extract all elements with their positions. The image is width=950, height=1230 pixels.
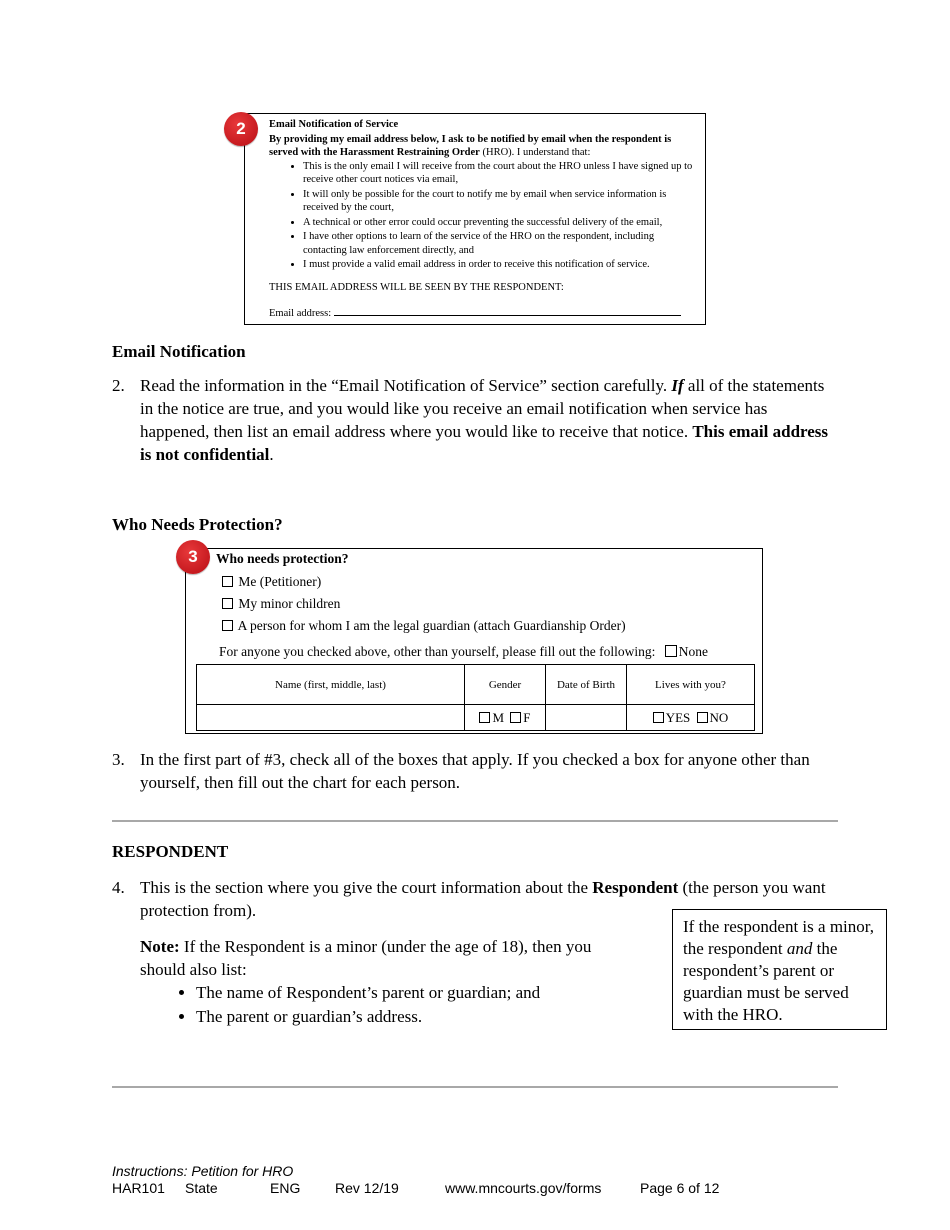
instruction-text-part: Read the information in the “Email Notification of Service” section carefully. — [140, 376, 672, 395]
checkbox-icon[interactable] — [653, 712, 664, 723]
checkbox-none-icon[interactable] — [665, 645, 677, 657]
list-item: • The parent or guardian’s address. — [196, 1005, 676, 1029]
list-item: • The name of Respondent’s parent or guardian; and — [196, 981, 676, 1005]
email-address-label: Email address: — [269, 308, 332, 319]
instruction-number: 3. — [112, 750, 125, 769]
form-title: Who needs protection? — [216, 551, 349, 566]
instruction-text: In the first part of #3, check all of the boxes that apply. If you checked a box for anyone other than yourself, then fill out the chart for each person. — [140, 750, 810, 792]
instruction-text-part: (the person you want protection from). — [140, 878, 826, 920]
list-item: • A technical or other error could occur preventing the successful delivery of the email, — [303, 216, 695, 230]
instruction-text-bold: Respondent — [592, 878, 679, 897]
list-item: • I must provide a valid email address in order to receive this notification of service. — [303, 258, 695, 272]
note-label: Note: — [140, 937, 180, 956]
footer-title: Instructions: Petition for HRO — [112, 1163, 294, 1179]
column-header: Name (first, middle, last) — [197, 665, 465, 705]
instruction-text-part: This is the section where you give the court information about the — [140, 878, 593, 897]
instruction-text-part: . — [269, 445, 274, 464]
footer-page-number: Page 6 of 12 — [640, 1180, 720, 1196]
sidebox-text: the respondent’s parent or guardian must be served with the HRO. — [683, 939, 849, 1024]
checkbox-icon[interactable] — [479, 712, 490, 723]
respondent-note — [140, 935, 630, 981]
checkbox-icon[interactable] — [510, 712, 521, 723]
list-item: • It will only be possible for the court to notify me by email when service information is received by the court, — [303, 188, 695, 215]
form-intro-rest: (HRO). I understand that: — [479, 147, 591, 158]
list-item: • I have other options to learn of the service of the HRO on the respondent, including contacting law enforcement directly, and — [303, 230, 695, 257]
instruction-2 — [112, 374, 832, 466]
email-notification-form-image — [244, 113, 706, 325]
column-header: Gender — [465, 665, 546, 705]
checkbox-label: My minor children — [238, 596, 341, 611]
instruction-text-part: all of the statements in the notice are true, and you would like you receive an email notification when service has happened, then list an email address where you would like to receive that notice. — [140, 376, 825, 441]
table-row — [197, 705, 755, 731]
column-header: Date of Birth — [546, 665, 627, 705]
form-intro — [269, 133, 695, 160]
checkbox-icon — [222, 620, 233, 631]
yes-label: YES — [665, 709, 691, 725]
form-bullet-list — [269, 160, 695, 272]
sidebox-italic: and — [786, 939, 813, 958]
name-cell[interactable] — [197, 705, 465, 731]
respondent-sidebox — [672, 909, 887, 1030]
no-label: NO — [709, 709, 729, 725]
checkbox-minor-children[interactable] — [222, 596, 340, 612]
form-intro-bold: By providing my email address below, I ask to be notified by email when the respondent is served with the Harassment Restraining Order — [269, 133, 672, 158]
checkbox-icon — [222, 576, 233, 587]
form-title: Email Notification of Service — [269, 119, 399, 130]
instruction-number: 2. — [112, 376, 125, 395]
protected-persons-table — [196, 664, 755, 731]
dob-cell[interactable] — [546, 705, 627, 731]
gender-m-label: M — [492, 709, 505, 725]
checkbox-label: Me (Petitioner) — [238, 574, 322, 589]
footer-url[interactable]: www.mncourts.gov/forms — [445, 1180, 602, 1196]
note-text: If the Respondent is a minor (under the age of 18), then you should also list: — [140, 937, 592, 979]
checkbox-none-label: None — [678, 644, 709, 659]
footer-jurisdiction: State — [185, 1180, 218, 1196]
respondent-heading: RESPONDENT — [112, 842, 229, 861]
gender-f-label: F — [523, 709, 531, 725]
table-header-row — [197, 665, 755, 705]
instruction-text — [140, 374, 832, 466]
checkbox-legal-guardian[interactable] — [222, 618, 626, 634]
instruction-number: 4. — [112, 878, 125, 897]
footer-code: HAR101 — [112, 1180, 165, 1196]
footer-language: ENG — [270, 1180, 301, 1196]
instruction-3 — [112, 748, 832, 794]
instruction-text-emphasis: If — [671, 376, 684, 395]
instruction-text-bold: This email address is not confidential — [140, 422, 829, 464]
checkbox-label: A person for whom I am the legal guardian (attach Guardianship Order) — [237, 618, 626, 633]
email-address-field[interactable] — [269, 305, 695, 321]
section-divider — [112, 1086, 838, 1088]
checkbox-me[interactable] — [222, 574, 321, 590]
form-warning: THIS EMAIL ADDRESS WILL BE SEEN BY THE RESPONDENT: — [269, 281, 564, 293]
email-notification-heading: Email Notification — [112, 342, 246, 361]
list-item: • This is the only email I will receive from the court about the HRO unless I have signed up to receive other court notices via email, — [303, 160, 695, 187]
checkbox-icon[interactable] — [697, 712, 708, 723]
checkbox-icon — [222, 598, 233, 609]
section-2-badge: 2 — [224, 112, 258, 146]
footer-revision: Rev 12/19 — [335, 1180, 399, 1196]
column-header: Lives with you? — [627, 665, 755, 705]
section-3-badge: 3 — [176, 540, 210, 574]
who-needs-protection-form-image — [185, 548, 763, 734]
sidebox-text: If the respondent is a minor, the respondent — [683, 917, 874, 958]
lives-with-cell — [627, 705, 755, 731]
section-divider — [112, 820, 838, 822]
email-address-line — [334, 305, 681, 316]
gender-cell — [465, 705, 546, 731]
form-instruction-text: For anyone you checked above, other than yourself, please fill out the following: — [219, 644, 656, 659]
who-needs-protection-heading: Who Needs Protection? — [112, 515, 283, 534]
form-instruction — [219, 644, 708, 660]
respondent-bullet-list — [140, 981, 676, 1029]
